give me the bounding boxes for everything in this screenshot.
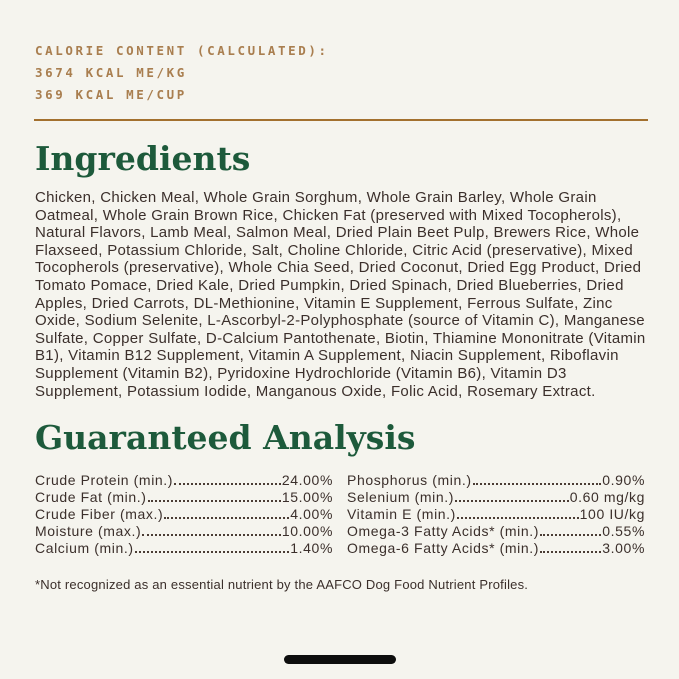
analysis-row-vitamin-e xyxy=(347,506,645,523)
analysis-row-calcium xyxy=(35,540,333,557)
guaranteed-analysis-heading: Guaranteed Analysis xyxy=(35,418,416,458)
analysis-left-column xyxy=(35,472,333,557)
nutrient-label: Vitamin E (min.) xyxy=(347,506,456,523)
nutrient-label: Crude Fat (min.) xyxy=(35,489,147,506)
dotted-leader xyxy=(142,534,281,536)
nutrient-label: Omega-6 Fatty Acids* (min.) xyxy=(347,540,540,557)
nutrient-label: Omega-3 Fatty Acids* (min.) xyxy=(347,523,540,540)
dotted-leader xyxy=(135,551,290,553)
nutrient-value: 0.60 mg/kg xyxy=(569,489,645,506)
nutrient-value: 24.00% xyxy=(281,472,333,489)
nutrient-value: 100 IU/kg xyxy=(579,506,645,523)
nutrient-value: 10.00% xyxy=(281,523,333,540)
nutrient-value: 15.00% xyxy=(281,489,333,506)
nutrient-label: Selenium (min.) xyxy=(347,489,455,506)
analysis-row-crude-fat xyxy=(35,489,333,506)
nutrient-value: 3.00% xyxy=(602,540,645,557)
nutrient-value: 1.40% xyxy=(290,540,333,557)
home-indicator xyxy=(284,655,396,664)
dotted-leader xyxy=(148,500,281,502)
nutrient-label: Phosphorus (min.) xyxy=(347,472,472,489)
dotted-leader xyxy=(457,517,579,519)
dotted-leader xyxy=(174,483,281,485)
analysis-row-omega-3 xyxy=(347,523,645,540)
analysis-row-crude-protein xyxy=(35,472,333,489)
nutrient-label: Crude Fiber (max.) xyxy=(35,506,164,523)
calorie-content-heading: CALORIE CONTENT (CALCULATED): xyxy=(35,43,329,58)
analysis-row-omega-6 xyxy=(347,540,645,557)
nutrient-value: 0.55% xyxy=(602,523,645,540)
analysis-row-phosphorus xyxy=(347,472,645,489)
analysis-right-column xyxy=(347,472,645,557)
section-divider xyxy=(34,119,648,121)
analysis-row-moisture xyxy=(35,523,333,540)
ingredients-heading: Ingredients xyxy=(35,139,251,178)
calorie-kcal-per-cup: 369 KCAL ME/CUP xyxy=(35,87,187,102)
nutrient-value: 4.00% xyxy=(290,506,333,523)
guaranteed-analysis-table xyxy=(35,472,651,557)
calorie-kcal-per-kg: 3674 KCAL ME/KG xyxy=(35,65,187,80)
dotted-leader xyxy=(455,500,569,502)
ingredients-list-text: Chicken, Chicken Meal, Whole Grain Sorghum, Whole Grain Barley, Whole Grain Oatmeal, Whole Grain Brown Rice, Chicken Fat (preserved with Mixed Tocopherols), Natural Flavors, Lamb Meal, Salmon Meal, Dried Plain Beet Pulp, Brewers Rice, Whole Flaxseed, Potassium Chloride, Salt, Choline Chloride, Citric Acid (preservative), Mixed Tocopherols (preservative), Whole Chia Seed, Dried Coconut, Dried Egg Product, Dried Tomato Pomace, Dried Kale, Dried Pumpkin, Dried Spinach, Dried Blueberries, Dried Apples, Dried Carrots, DL-Methionine, Vitamin E Supplement, Ferrous Sulfate, Zinc Oxide, Sodium Selenite, L-Ascorbyl-2-Polyphosphate (source of Vitamin C), Manganese Sulfate, Copper Sulfate, D-Calcium Pantothenate, Biotin, Thiamine Mononitrate (Vitamin B1), Vitamin B12 Supplement, Vitamin A Supplement, Niacin Supplement, Riboflavin Supplement (Vitamin B2), Pyridoxine Hydrochloride (Vitamin B6), Vitamin D3 Supplement, Potassium Iodide, Manganous Oxide, Folic Acid, Rosemary Extract. xyxy=(35,189,646,400)
analysis-row-selenium xyxy=(347,489,645,506)
nutrient-value: 0.90% xyxy=(602,472,645,489)
calorie-content-block xyxy=(35,40,651,106)
analysis-row-crude-fiber xyxy=(35,506,333,523)
dotted-leader xyxy=(540,534,601,536)
dotted-leader xyxy=(473,483,602,485)
dotted-leader xyxy=(164,517,289,519)
nutrient-label: Crude Protein (min.) xyxy=(35,472,174,489)
dotted-leader xyxy=(540,551,601,553)
nutrient-label: Moisture (max.) xyxy=(35,523,142,540)
nutrient-label: Calcium (min.) xyxy=(35,540,134,557)
aafco-footnote: *Not recognized as an essential nutrient by the AAFCO Dog Food Nutrient Profiles. xyxy=(35,577,529,593)
